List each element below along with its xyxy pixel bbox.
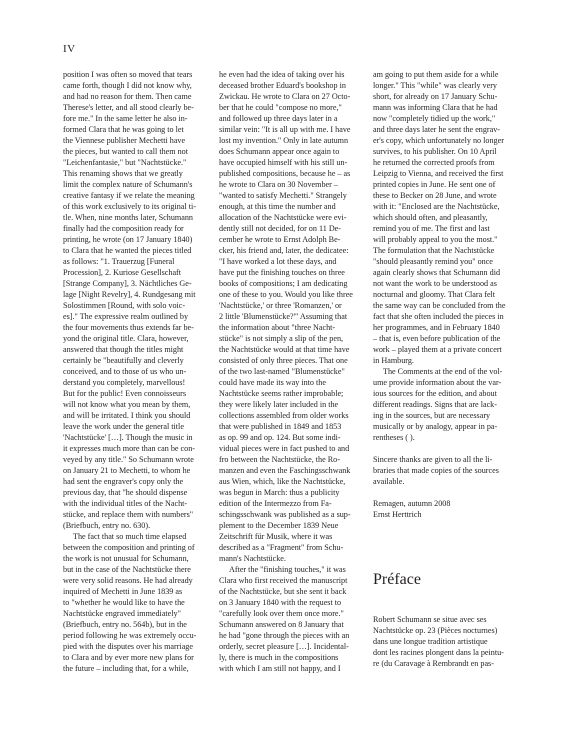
- paragraph: Robert Schumann se situe avec ses Nachtstücke op. 23 (Pièces nocturnes) dans une longue tradition artistique dont les racines plongent dans la peintu- re (du Caravage à Rembrandt en pas-: [373, 615, 504, 668]
- section-heading: Préface: [373, 571, 421, 588]
- page-number: IV: [63, 43, 76, 55]
- paragraph: The Comments at the end of the vol- ume provide information about the var- ious sources for the edition, and about different readings. Signs that are lack- ing in the sources, but are necessary musically or by analogy, appear in pa- rentheses ( ).: [373, 367, 503, 442]
- text-column-1: [63, 69, 211, 674]
- paragraph: After the "finishing touches," it was Clara who first received the manuscript of the Nachtstücke, but she sent it back on 3 January 1840 with the request to "carefully look over them once more." Schumann answered on 8 January that he had "gone through the pieces with an orderly, secret pleasure […]. Incidental- ly, there is much in the compositions with which I am still not happy, and I: [219, 565, 350, 673]
- text-column-3-continued: [373, 614, 524, 669]
- paragraph: am going to put them aside for a while longer." This "while" was clearly very short, for already on 17 January Schu- mann was informing Clara that he had now "completely tidied up the work," and three days later he sent the engrav- er's copy, which unfortunately no longer survives, to his publisher. On 10 April he returned the corrected proofs from Leipzig to Vienna, and received the first printed copies in June. He sent one of these to Becker on 28 June, and wrote with it: "Enclosed are the Nachtstücke, which should often, and pleasantly, remind you of me. The first and last will probably appeal to you the most." The formulation that the Nachtstücke "should pleasantly remind you" once again clearly shows that Schumann did not want the work to be understood as nocturnal and gloomy. That Clara felt the same way can be concluded from the fact that she often included the pieces in her programmes, and in February 1840 – that is, even before publication of the work – played them at a private concert in Hamburg.: [373, 70, 506, 365]
- signature-block: Remagen, autumn 2008 Ernst Herttrich: [373, 499, 451, 519]
- paragraph: position I was often so moved that tears came forth, though I did not know why, and had no reason for them. Then came Therese's letter, and all stood clearly be- fore me." In the same letter he also in- formed Clara that he was going to let the Viennese publisher Mechetti have the pieces, but wanted to call them not "Leichenfantasie," but "Nachtstücke." This renaming shows that we greatly limit the complex nature of Schumann's creative fantasy if we relate the meaning of this work exclusively to its original ti- tle. When, nine months later, Schumann finally had the composition ready for printing, he wrote (on 17 January 1840) to Clara that he wanted the pieces titled as follows: "1. Trauerzug [Funeral Procession], 2. Kuriose Gesellschaft [Strange Company], 3. Nächtliches Ge- lage [Night Revelry], 4. Rundgesang mit Solostimmen [Round, with solo voic- es]." The expressive realm outlined by the four movements thus extends far be- yond the original title. Clara, however, answered that though the titles might certainly be "beautifully and cleverly conceived, and to those of us who un- derstand you completely, marvellous! But for the public! Even connoisseurs will not know what you mean by them, and will be irritated. I think you should leave the work under the general title 'Nachtstücke' […]. Though the music in it expresses much more than can be con- veyed by any title." So Schumann wrote on January 21 to Mechetti, to whom he had sent the engraver's copy only the previous day, that "he should dispense with the individual titles of the Nacht- stücke, and replace them with numbers" (Briefbuch, entry no. 630).: [63, 70, 196, 530]
- text-column-2: [219, 69, 368, 674]
- paragraph: he even had the idea of taking over his deceased brother Eduard's bookshop in Zwickau. He wrote to Clara on 27 Octo- ber that he could "compose no more," and followed up three days later in a similar vein: "It is all up with me. I have lost my invention." Only in late autumn does Schumann appear once again to have occupied himself with his still un- published compositions, because he – as he wrote to Clara on 30 November – "wanted to satisfy Mechetti." Strangely enough, at this time the number and allocation of the Nachtstücke were evi- dently still not decided, for on 11 De- cember he wrote to Ernst Adolph Be- cker, his friend and, later, the dedicatee: "I have worked a lot these days, and have put the finishing touches on three books of compositions; I am dedicating one of these to you. Would you like three 'Nachtstücke,' or three 'Romanzen,' or 2 little 'Blumenstücke?'" Assuming that the information about "three Nacht- stücke" is not simply a slip of the pen, the Nachtstücke would at that time have consisted of only three pieces. That one of the two last-named "Blumenstücke" could have made its way into the Nachtstücke seems rather improbable; they were likely later included in the collections assembled from older works that were published in 1849 and 1853 as op. 99 and op. 124. But some indi- vidual pieces were in fact pushed to and fro between the Nachtstücke, the Ro- manzen and even the Faschingsschwank aus Wien, which, like the Nachtstücke, was begun in March: thus a publicity edition of the Intermezzo from Fa- schingsschwank was published as a sup- plement to the December 1839 Neue Zeitschrift für Musik, where it was described as a "Fragment" from Schu- mann's Nachtstücke.: [219, 70, 353, 563]
- text-column-3: [373, 69, 524, 520]
- acknowledgement-paragraph: Sincere thanks are given to all the li- braries that made copies of the sources available.: [373, 455, 499, 486]
- paragraph: The fact that so much time elapsed between the composition and printing of the work is not unusual for Schumann, but in the case of the Nachtstücke there were very solid reasons. He had already inquired of Mechetti in June 1839 as to "whether he would like to have the Nachtstücke engraved immediately" (Briefbuch, entry no. 564b), but in the period following he was extremely occu- pied with the disputes over his marriage to Clara and by ever more new plans for the future – including that, for a while,: [63, 532, 197, 673]
